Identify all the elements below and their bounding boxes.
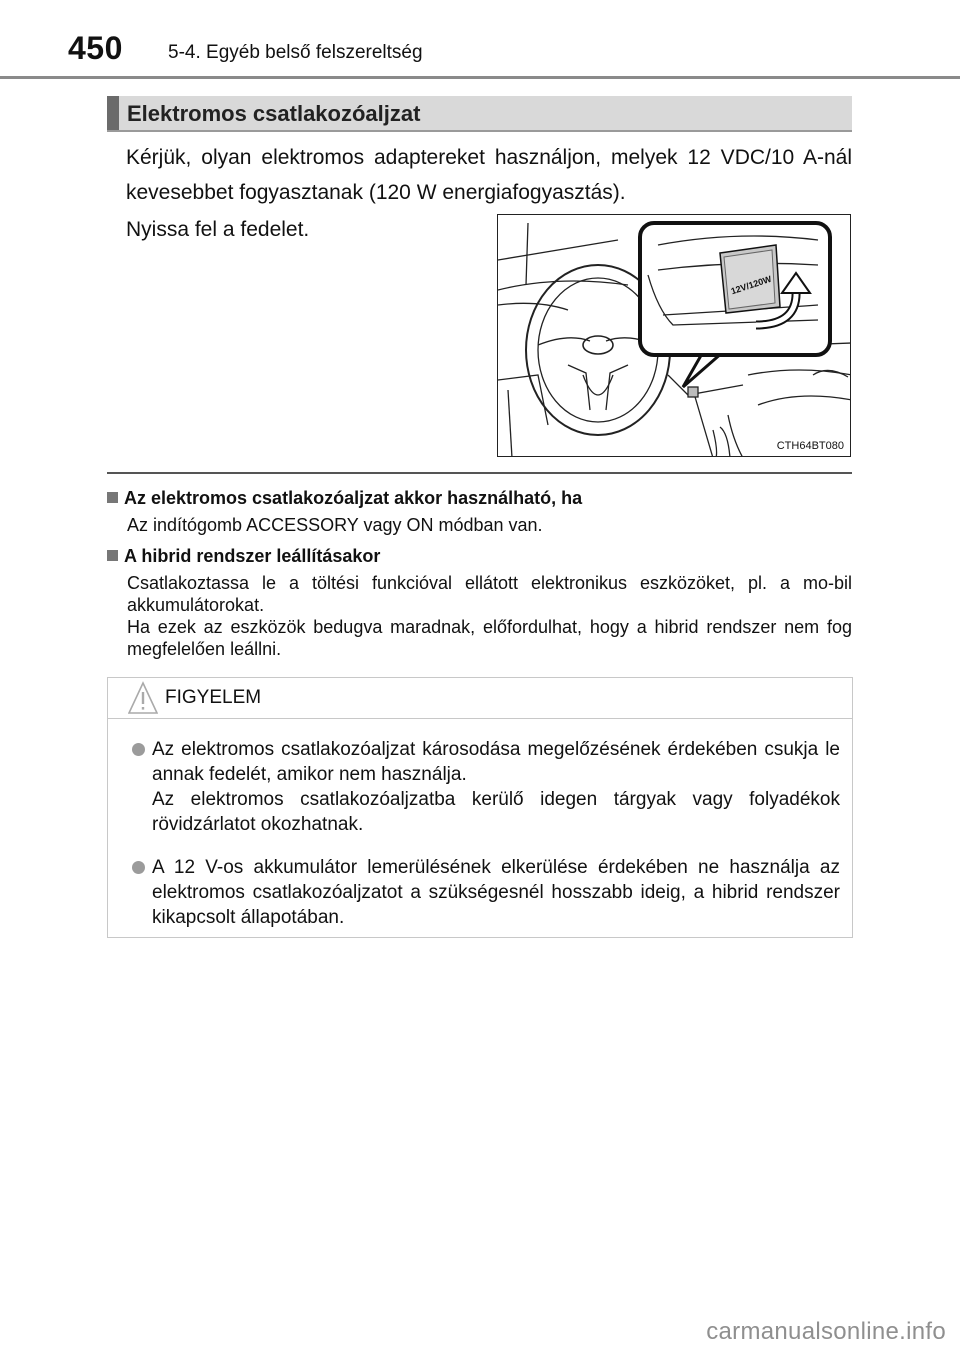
note-paragraph: Csatlakoztassa le a töltési funkcióval ellátott elektronikus eszközöket, pl. a mo-bil akkumulátorokat.	[127, 573, 852, 615]
warning-paragraph: A 12 V-os akkumulátor lemerülésének elkerülése érdekében ne használja az elektromos csatlakozóaljzatot a szükségesnél hosszabb ideig, a hibrid rendszer kikapcsolt állapotában.	[152, 857, 840, 928]
warning-paragraph: Az elektromos csatlakozóaljzat károsodása megelőzésének érdekében csukja le annak fedelét, amikor nem használja.	[152, 739, 840, 785]
section-marker	[107, 96, 119, 130]
note-paragraph: Az indítógomb ACCESSORY vagy ON módban van.	[127, 515, 543, 535]
square-bullet-icon	[107, 492, 118, 503]
square-bullet-icon	[107, 550, 118, 561]
page-number: 450	[68, 30, 123, 66]
note-body	[127, 572, 852, 660]
warning-title: FIGYELEM	[165, 687, 262, 708]
chapter-title: 5-4. Egyéb belső felszereltség	[168, 42, 423, 63]
note-heading	[107, 544, 852, 568]
note-heading-text: Az elektromos csatlakozóaljzat akkor használható, ha	[124, 488, 583, 508]
warning-paragraph: Az elektromos csatlakozóaljzatba kerülő idegen tárgyak vagy folyadékok rövidzárlatot okozhatnak.	[152, 789, 840, 835]
figure-code: CTH64BT080	[776, 440, 844, 452]
warning-item	[132, 855, 840, 930]
section-divider	[107, 472, 852, 474]
step-text: Nyissa fel a fedelet.	[126, 218, 310, 241]
intro-text: Kérjük, olyan elektromos adaptereket használjon, melyek 12 VDC/10 A-nál kevesebbet fogyasztanak (120 W energiafogyasztás).	[126, 146, 852, 204]
warning-item	[132, 737, 840, 837]
warning-header	[108, 678, 852, 719]
socket-label: 12V/120W	[729, 273, 773, 297]
round-bullet-icon	[132, 743, 145, 756]
section-heading	[107, 96, 852, 132]
watermark: carmanualsonline.info	[706, 1318, 946, 1345]
note-body	[127, 514, 852, 536]
warning-triangle-icon	[128, 681, 158, 715]
header-rule	[0, 76, 960, 79]
dashboard-illustration	[497, 214, 851, 457]
section-title: Elektromos csatlakozóaljzat	[127, 101, 421, 126]
dashboard-drawing	[498, 215, 851, 457]
warning-box	[107, 677, 853, 938]
notes	[107, 486, 852, 668]
note-heading	[107, 486, 852, 510]
note-paragraph: Ha ezek az eszközök bedugva maradnak, előfordulhat, hogy a hibrid rendszer nem fog megfelelően leállni.	[127, 617, 852, 659]
round-bullet-icon	[132, 861, 145, 874]
note-heading-text: A hibrid rendszer leállításakor	[124, 546, 381, 566]
